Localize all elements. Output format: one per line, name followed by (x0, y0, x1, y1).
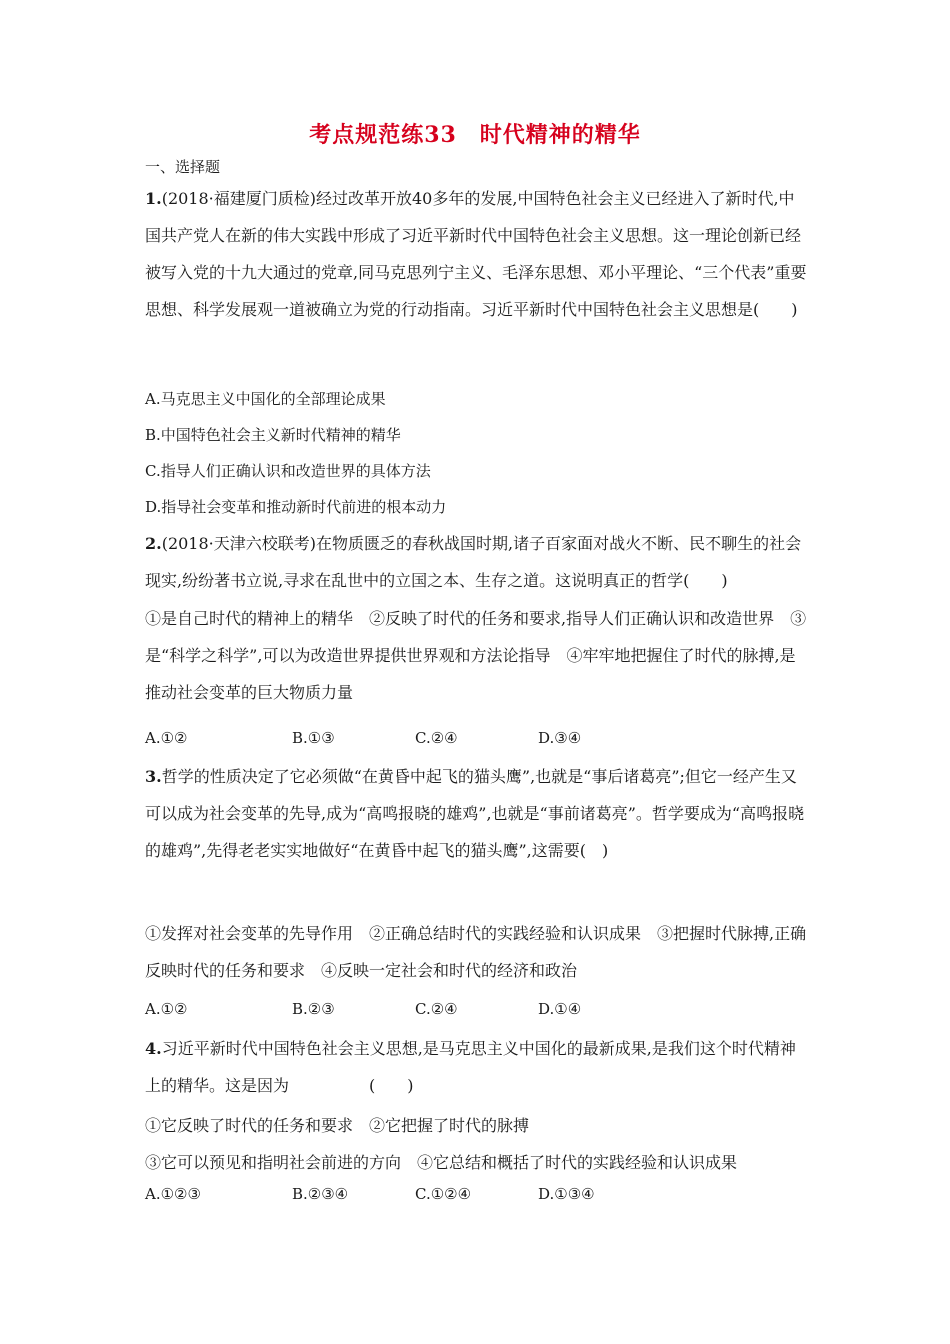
question-2-text: (2018·天津六校联考)在物质匮乏的春秋战国时期,诸子百家面对战火不断、民不聊生的社会现实,纷纷著书立说,寻求在乱世中的立国之本、生存之道。这说明真正的哲学( ) (145, 534, 802, 590)
question-4-option-c: C.①②④ (415, 1185, 472, 1203)
question-4-items-line-1: ①它反映了时代的任务和要求 ②它把握了时代的脉搏 (145, 1116, 530, 1135)
question-3-items: ①发挥对社会变革的先导作用 ②正确总结时代的实践经验和认识成果 ③把握时代脉搏,正确反映时代的任务和要求 ④反映一定社会和时代的经济和政治 (145, 924, 807, 980)
question-1-stem (145, 180, 810, 328)
question-3-option-d: D.①④ (538, 1000, 582, 1018)
question-4-stem (145, 1030, 810, 1104)
question-3-option-a: A.①② (145, 1000, 188, 1018)
question-4-items-line-2: ③它可以预见和指明社会前进的方向 ④它总结和概括了时代的实践经验和认识成果 (145, 1153, 738, 1172)
question-2-option-c: C.②④ (415, 729, 458, 747)
question-4-option-d: D.①③④ (538, 1185, 595, 1203)
question-4-option-a: A.①②③ (145, 1185, 201, 1203)
question-3-option-b: B.②③ (292, 1000, 335, 1018)
question-2-items: ①是自己时代的精神上的精华 ②反映了时代的任务和要求,指导人们正确认识和改造世界 ③是“科学之科学”,可以为改造世界提供世界观和方法论指导 ④牢牢地把握住了时代的脉搏,是推动社会变革的巨大物质力量 (145, 609, 807, 702)
question-1-option-d: D.指导社会变革和推动新时代前进的根本动力 (145, 498, 447, 516)
question-2-option-d: D.③④ (538, 729, 582, 747)
question-1-text: (2018·福建厦门质检)经过改革开放40多年的发展,中国特色社会主义已经进入了新时代,中国共产党人在新的伟大实践中形成了习近平新时代中国特色社会主义思想。这一理论创新已经被写入党的十九大通过的党章,同马克思列宁主义、毛泽东思想、邓小平理论、“三个代表”重要思想、科学发展观一道被确立为党的行动指南。习近平新时代中国特色社会主义思想是( ) (145, 189, 807, 319)
question-2-number: 2. (145, 534, 162, 553)
question-2-option-a: A.①② (145, 729, 188, 747)
question-4-number: 4. (145, 1039, 162, 1058)
section-heading: 一、选择题 (145, 158, 221, 176)
page-title: 考点规范练33 时代精神的精华 (309, 122, 641, 148)
question-2-stem (145, 525, 810, 599)
question-4-option-b: B.②③④ (292, 1185, 349, 1203)
question-3-number: 3. (145, 767, 162, 786)
question-1-number: 1. (145, 189, 162, 208)
question-1-option-a: A.马克思主义中国化的全部理论成果 (145, 390, 386, 408)
question-3-option-c: C.②④ (415, 1000, 458, 1018)
question-2-option-b: B.①③ (292, 729, 335, 747)
question-3-text: 哲学的性质决定了它必须做“在黄昏中起飞的猫头鹰”,也就是“事后诸葛亮”;但它一经产生又可以成为社会变革的先导,成为“高鸣报晓的雄鸡”,也就是“事前诸葛亮”。哲学要成为“高鸣报晓的雄鸡”,先得老老实实地做好“在黄昏中起飞的猫头鹰”,这需要( ) (145, 767, 805, 860)
question-4-text: 习近平新时代中国特色社会主义思想,是马克思主义中国化的最新成果,是我们这个时代精神上的精华。这是因为 ( ) (145, 1039, 796, 1095)
question-3-stem (145, 758, 810, 869)
question-1-option-b: B.中国特色社会主义新时代精神的精华 (145, 426, 401, 444)
question-1-option-c: C.指导人们正确认识和改造世界的具体方法 (145, 462, 431, 480)
